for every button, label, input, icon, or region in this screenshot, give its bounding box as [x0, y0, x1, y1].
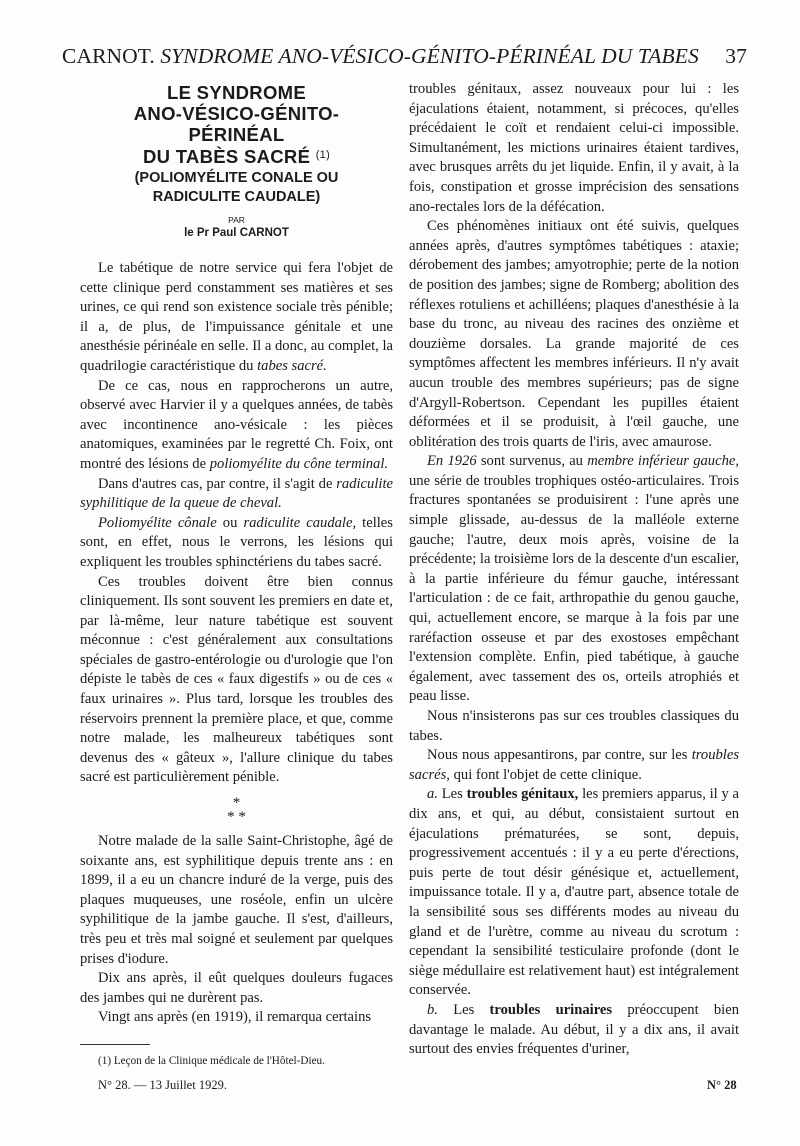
- paragraph: De ce cas, nous en rapprocherons un autre, observé avec Harvier il y a quelques années, de tabès avec incontinence ano-vésicale : les pièces anatomiques, examinées par le regretté Ch. Foix, ont montré des lésions de poliomyélite du cône terminal.: [80, 377, 393, 472]
- paragraph: Nous nous appesantirons, par contre, sur les troubles sacrés, qui font l'objet de cette clinique.: [409, 747, 739, 783]
- title-line-4: DU TABÈS SACRÉ: [142, 146, 311, 167]
- asterism-top: *: [232, 795, 241, 812]
- byline-par: PAR: [228, 215, 245, 225]
- paragraph: a. Les troubles génitaux, les premiers apparus, il y a dix ans, et qui, au début, consistaient surtout en éjaculations prématurées, se sont, depuis, progressivement accentués : il y a eu perte d'érections, puis perte de tout désir génésique et, actuellement, impuissance totale. Il y a, d'autre part, absence totale de la sensibilité sous ses différents modes au niveau du gland et de l'urètre, comme au niveau du scrotum : cependant la sensibilité testiculaire profonde (dont le siège médullaire est relativement haut) est intégralement conservée.: [409, 786, 740, 999]
- paragraph: Le tabétique de notre service qui fera l'objet de cette clinique perd constamment ses matières et ses urines, ce qui rend son existence sociale très pénible; il a, de plus, de l'impuissance génitale et une anesthésie périnéale en selle. Il a donc, au complet, la quadrilogie caractéristique du tabes sacré.: [80, 260, 393, 374]
- paragraph: Ces troubles doivent être bien connus cliniquement. Ils sont souvent les premiers en date et, par là-même, leur nature tabétique est souvent méconnue : c'est généralement aux consultations spéciales de gastro-entérologie ou d'urologie que l'on dépiste le tabès de ces « faux digestifs » ou de ces « faux urinaires ». Plus tard, lorsque les troubles des réservoirs prennent la première place, et que, comme notre malade, les malheureux tabétiques sont devenus des « gâteux », l'allure clinique du tabes sacré est particulièrement pénible.: [80, 573, 393, 786]
- paragraph: troubles génitaux, assez nouveaux pour lui : les éjaculations étaient, notamment, si précoces, qu'elles précédaient le coït et rendaient celui-ci impossible. Simultanément, les mictions urinaires étaient tardives, avec brusques arrêts du jet liquide. Enfin, il y avait, à la fois, constipation et grosse imprécision des sensations ano-rectales lors de la défécation.: [409, 81, 739, 215]
- title-line-2: ANO-VÉSICO-GÉNITO-: [133, 103, 340, 124]
- paragraph: Poliomyélite cônale ou radiculite caudale, telles sont, en effet, nous le verrons, les lésions qui expliquent les troubles sphinctériens du tabes sacré.: [80, 514, 393, 570]
- article-title: [80, 82, 393, 167]
- page-number: 37: [725, 44, 747, 68]
- issue-footer: N° 28. — 13 Juillet 1929.: [98, 1078, 227, 1092]
- paragraph: Notre malade de la salle Saint-Christophe, âgé de soixante ans, est syphilitique depuis trente ans : en 1899, il a eu un chancre induré de la verge, puis des plaques muqueuses, une roséole, enfin un ulcère syphilitique de la jambe gauche. Il s'est, d'ailleurs, très peu et très mal soigné et seulement par quelques prises d'iodure.: [80, 833, 393, 967]
- title-line-3: PÉRINÉAL: [188, 124, 285, 145]
- subtitle-line-2: RADICULITE CAUDALE): [152, 189, 321, 205]
- paragraph: Dans d'autres cas, par contre, il s'agit de radiculite syphilitique de la queue de cheval.: [80, 475, 393, 512]
- section-asterism: [80, 788, 393, 832]
- running-author: CARNOT.: [62, 44, 155, 68]
- asterism-bottom: * *: [227, 809, 246, 826]
- footnote: (1) Leçon de la Clinique médicale de l'Hôtel-Dieu.: [98, 1054, 325, 1067]
- footnote-marker: (1): [315, 149, 331, 161]
- right-column: [409, 80, 739, 1060]
- byline-author: le Pr Paul CARNOT: [184, 227, 289, 239]
- issue-footer-right: N° 28: [707, 1078, 737, 1092]
- running-title: SYNDROME ANO-VÉSICO-GÉNITO-PÉRINÉAL DU TABES: [160, 44, 699, 68]
- subtitle-line-1: (POLIOMYÉLITE CONALE OU: [134, 170, 339, 186]
- paragraph: Nous n'insisterons pas sur ces troubles classiques du tabes.: [409, 708, 739, 744]
- article-subtitle: [80, 169, 393, 207]
- footnote-rule: [80, 1044, 150, 1045]
- running-header: [62, 44, 747, 74]
- paragraph: Ces phénomènes initiaux ont été suivis, quelques années après, d'autres symptômes tabétiques : ataxie; dérobement des jambes; amyotrophie; perte de la notion de position des jambes; signe de Romberg; abolition des réflexes rotuliens et achilléens; plaques d'anesthésie à la base du tronc, au niveau des racines des onzième et douzième dorsales. La grande majorité de ces symptômes affectent les membres inférieurs. Il n'y avait aucun trouble des membres supérieurs; pas de signe d'Argyll-Robertson. Cependant les pupilles étaient déformées et il se produisit, à l'œil gauche, une oblitération des trois quarts de l'iris, avec amaurose.: [409, 218, 739, 450]
- title-line-1: LE SYNDROME: [167, 82, 306, 103]
- paragraph: Dix ans après, il eût quelques douleurs fugaces des jambes qui ne durèrent pas.: [80, 970, 393, 1006]
- paragraph: En 1926 sont survenus, au membre inférieur gauche, une série de troubles trophiques ostéo-articulaires. Trois fractures spontanées se produisirent : l'une après une simple glissade, au-dessus de la malléole externe gauche; l'autre, deux mois après, voisine de la précédente; la troisième lors de la descente d'un escalier, à la partie inférieure du fémur gauche, intéressant l'articulation : de ce fait, arthropathie du genou gauche, qui, actuellement encore, se marque à la fois par une raréfaction osseuse et par des exostoses empêchant l'extension complète. Enfin, pied tabétique, à gauche également, avec tassement des os, orteils atrophiés et peau lisse.: [409, 453, 739, 705]
- paragraph: Vingt ans après (en 1919), il remarqua certains: [98, 1009, 372, 1026]
- paragraph: b. Les troubles urinaires préoccupent bien davantage le malade. Au début, il y a dix ans, il avait surtout des envies fréquentes d'uriner,: [409, 1001, 740, 1058]
- left-column: [80, 80, 393, 1069]
